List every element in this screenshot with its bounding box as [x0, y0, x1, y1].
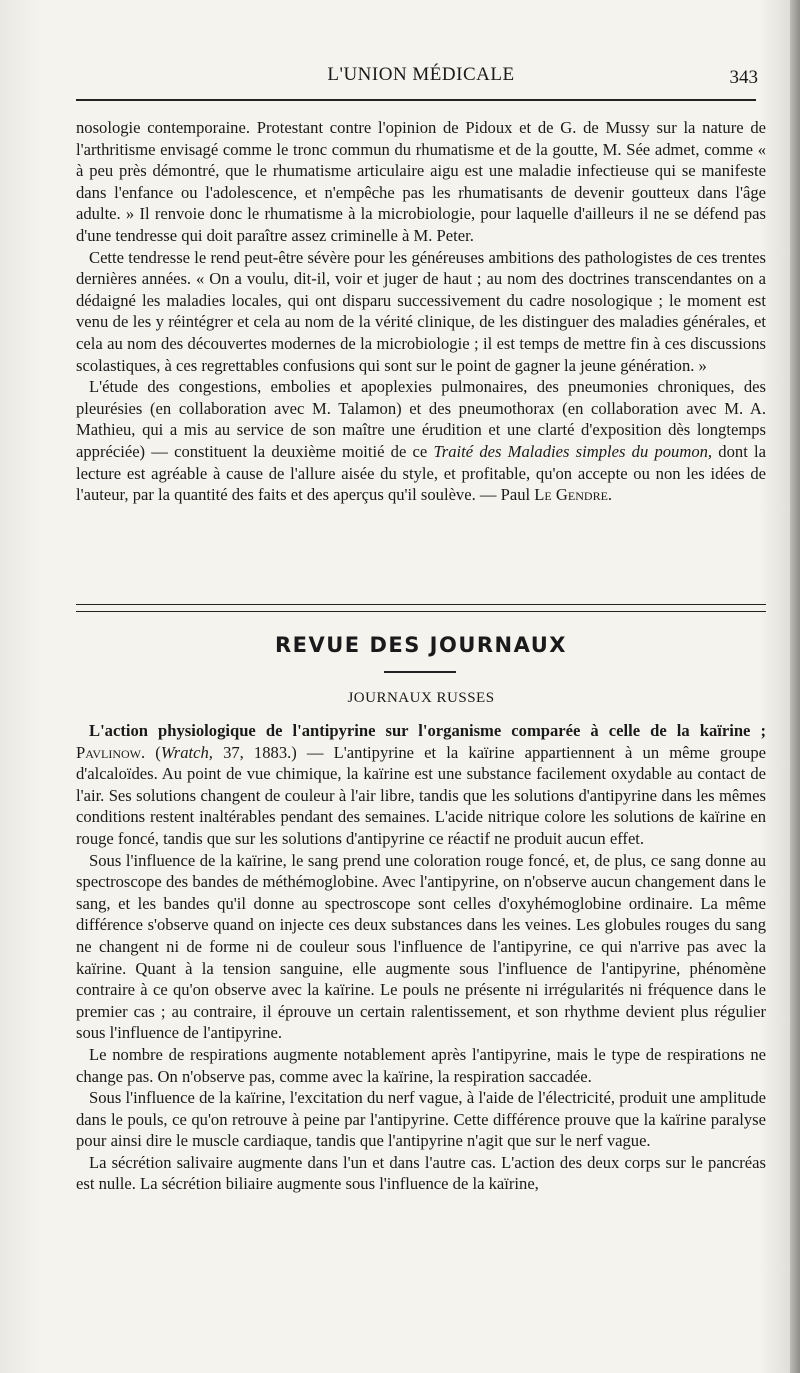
section-divider — [76, 604, 766, 612]
section-title-underline — [384, 671, 456, 673]
page-spine-shadow — [790, 0, 800, 1373]
section-title: REVUE DES JOURNAUX — [274, 633, 567, 657]
article-author: Pavlinow. — [76, 742, 146, 762]
review-paragraph-1: nosologie contemporaine. Protestant contre l'opinion de Pidoux et de G. de Mussy sur la nature de l'arthritisme envisagé comme le tronc commun du rhumatisme et de la goutte, M. Sée admet, comme « à peu près démontré, que le rhumatisme articulaire aigu est une maladie infectieuse qui se manifeste dans l'enfance ou l'adolescence, et n'empêche pas les rhumatisants de devenir goutteux dans l'âge adulte. » Il renvoie donc le rhumatisme à la microbiologie, pour laquelle d'ailleurs il ne se défend pas d'une tendresse qui doit paraître assez criminelle à M. Peter. — [76, 118, 766, 245]
author-le: Le — [534, 485, 552, 505]
article-paragraph-3: Le nombre de respirations augmente notablement après l'antipyrine, mais le type de respirations ne change pas. On n'observe pas, comme avec la kaïrine, la respiration saccadée. — [76, 1044, 766, 1086]
article-title: L'action physiologique de l'antipyrine sur l'organisme comparée à celle de la kaïrine ; — [89, 721, 766, 740]
citation-and-text: 37, 1883.) — L'antipyrine et la kaïrine appartiennent à un même groupe d'alcaloïdes. Au point de vue chimique, la kaïrine est une substance facilement oxydable au contact de l'air. Ses solutions changent de couleur à l'air libre, tandis que les solutions d'antipyrine dans les mêmes conditions restent inaltérables pendant des semaines. L'acide nitrique colore les solutions de kaïrine en rouge foncé, tandis que sur les solutions d'antipyrine ce réactif ne produit aucun effet. — [76, 742, 766, 848]
page-header — [76, 62, 766, 90]
review-paragraph-3-end: dont la lecture est agréable à cause de l'allure aisée du style, et profitable, qu'on accepte ou non les idées de l'auteur, par la quantité des faits et des aperçus qu'il soulève. — Paul — [76, 441, 766, 505]
article-paragraph-2: Sous l'influence de la kaïrine, le sang prend une coloration rouge foncé, et, de plus, ce sang donne au spectroscope des bandes de méthémoglobine. Avec l'antipyrine, on n'observe aucun changement dans le sang, et les bandes qu'il donne au spectroscope sont celles d'oxyhémoglobine ordinaire. La même différence s'observe quand on injecte ces deux substances dans les veines. Les globules rouges du sang ne changent ni de forme ni de couleur sous l'influence de l'antipyrine, ce qui n'arrive pas avec la kaïrine. Quant à la tension sanguine, elle augmente sous l'influence de l'antipyrine, phénomène contraire à ce qu'on observe avec la kaïrine. Le pouls ne présente ni irrégularités ni fréquence dans le premier cas ; au contraire, il éprouve un certain ralentissement, et son rhythme devient plus régulier sous l'influence de l'antipyrine. — [76, 850, 766, 1043]
author-name — [534, 485, 608, 504]
review-paragraph-2: Cette tendresse le rend peut-être sévère pour les généreuses ambitions des pathologistes de ces trentes dernières années. « On a voulu, dit-il, voir et juger de haut ; au nom des doctrines transcendantes on a dédaigné les maladies locales, qui ont disparu successivement du cadre nosologique ; le moment est venu de les y réintégrer et cela au nom de la vérité clinique, de les distinguer des maladies générales, et cela au nom des découvertes modernes de la microbiologie ; il est temps de mettre fin à ces discussions scolastiques, à ces regrettables confusions qui sont sur le point de gagner la jeune génération. » — [76, 247, 766, 375]
header-rule — [76, 99, 756, 101]
author-period: . — [607, 485, 613, 505]
book-title: Traité des Maladies simples du poumon, — [433, 441, 713, 461]
article-body — [76, 720, 766, 1195]
review-continuation — [76, 117, 766, 506]
running-title: L'UNION MÉDICALE — [327, 64, 515, 85]
review-paragraph-3-start: L'étude des congestions, embolies et apoplexies pulmonaires, des pneumonies chroniques, des pleurésies (en collaboration avec M. Talamon) et des pneumothorax (en collaboration avec M. A. Mathieu, qui a mis au service de son maître une érudition et une clarté d'exposition dès longtemps appréciée) — constituent la deuxième moitié de ce — [76, 377, 766, 461]
citation-open: ( — [155, 742, 161, 762]
journal-name: Wratch, — [160, 742, 213, 762]
article-paragraph-5: La sécrétion salivaire augmente dans l'un et dans l'autre cas. L'action des deux corps sur le pancréas est nulle. La sécrétion biliaire augmente sous l'influence de la kaïrine, — [76, 1152, 766, 1194]
author-gendre: Gendre — [555, 485, 608, 505]
subsection-title: JOURNAUX RUSSES — [347, 690, 495, 706]
page-number: 343 — [729, 67, 758, 88]
review-paragraph-3 — [76, 376, 766, 506]
article-paragraph-1 — [76, 720, 766, 850]
article-paragraph-4: Sous l'influence de la kaïrine, l'excitation du nerf vague, à l'aide de l'électricité, produit une amplitude dans le pouls, ce qu'on retrouve à peine par l'antipyrine. Cette différence prouve que la kaïrine paralyse pour ainsi dire le muscle cardiaque, tandis que l'antipyrine n'agit que sur le nerf vague. — [76, 1088, 766, 1151]
